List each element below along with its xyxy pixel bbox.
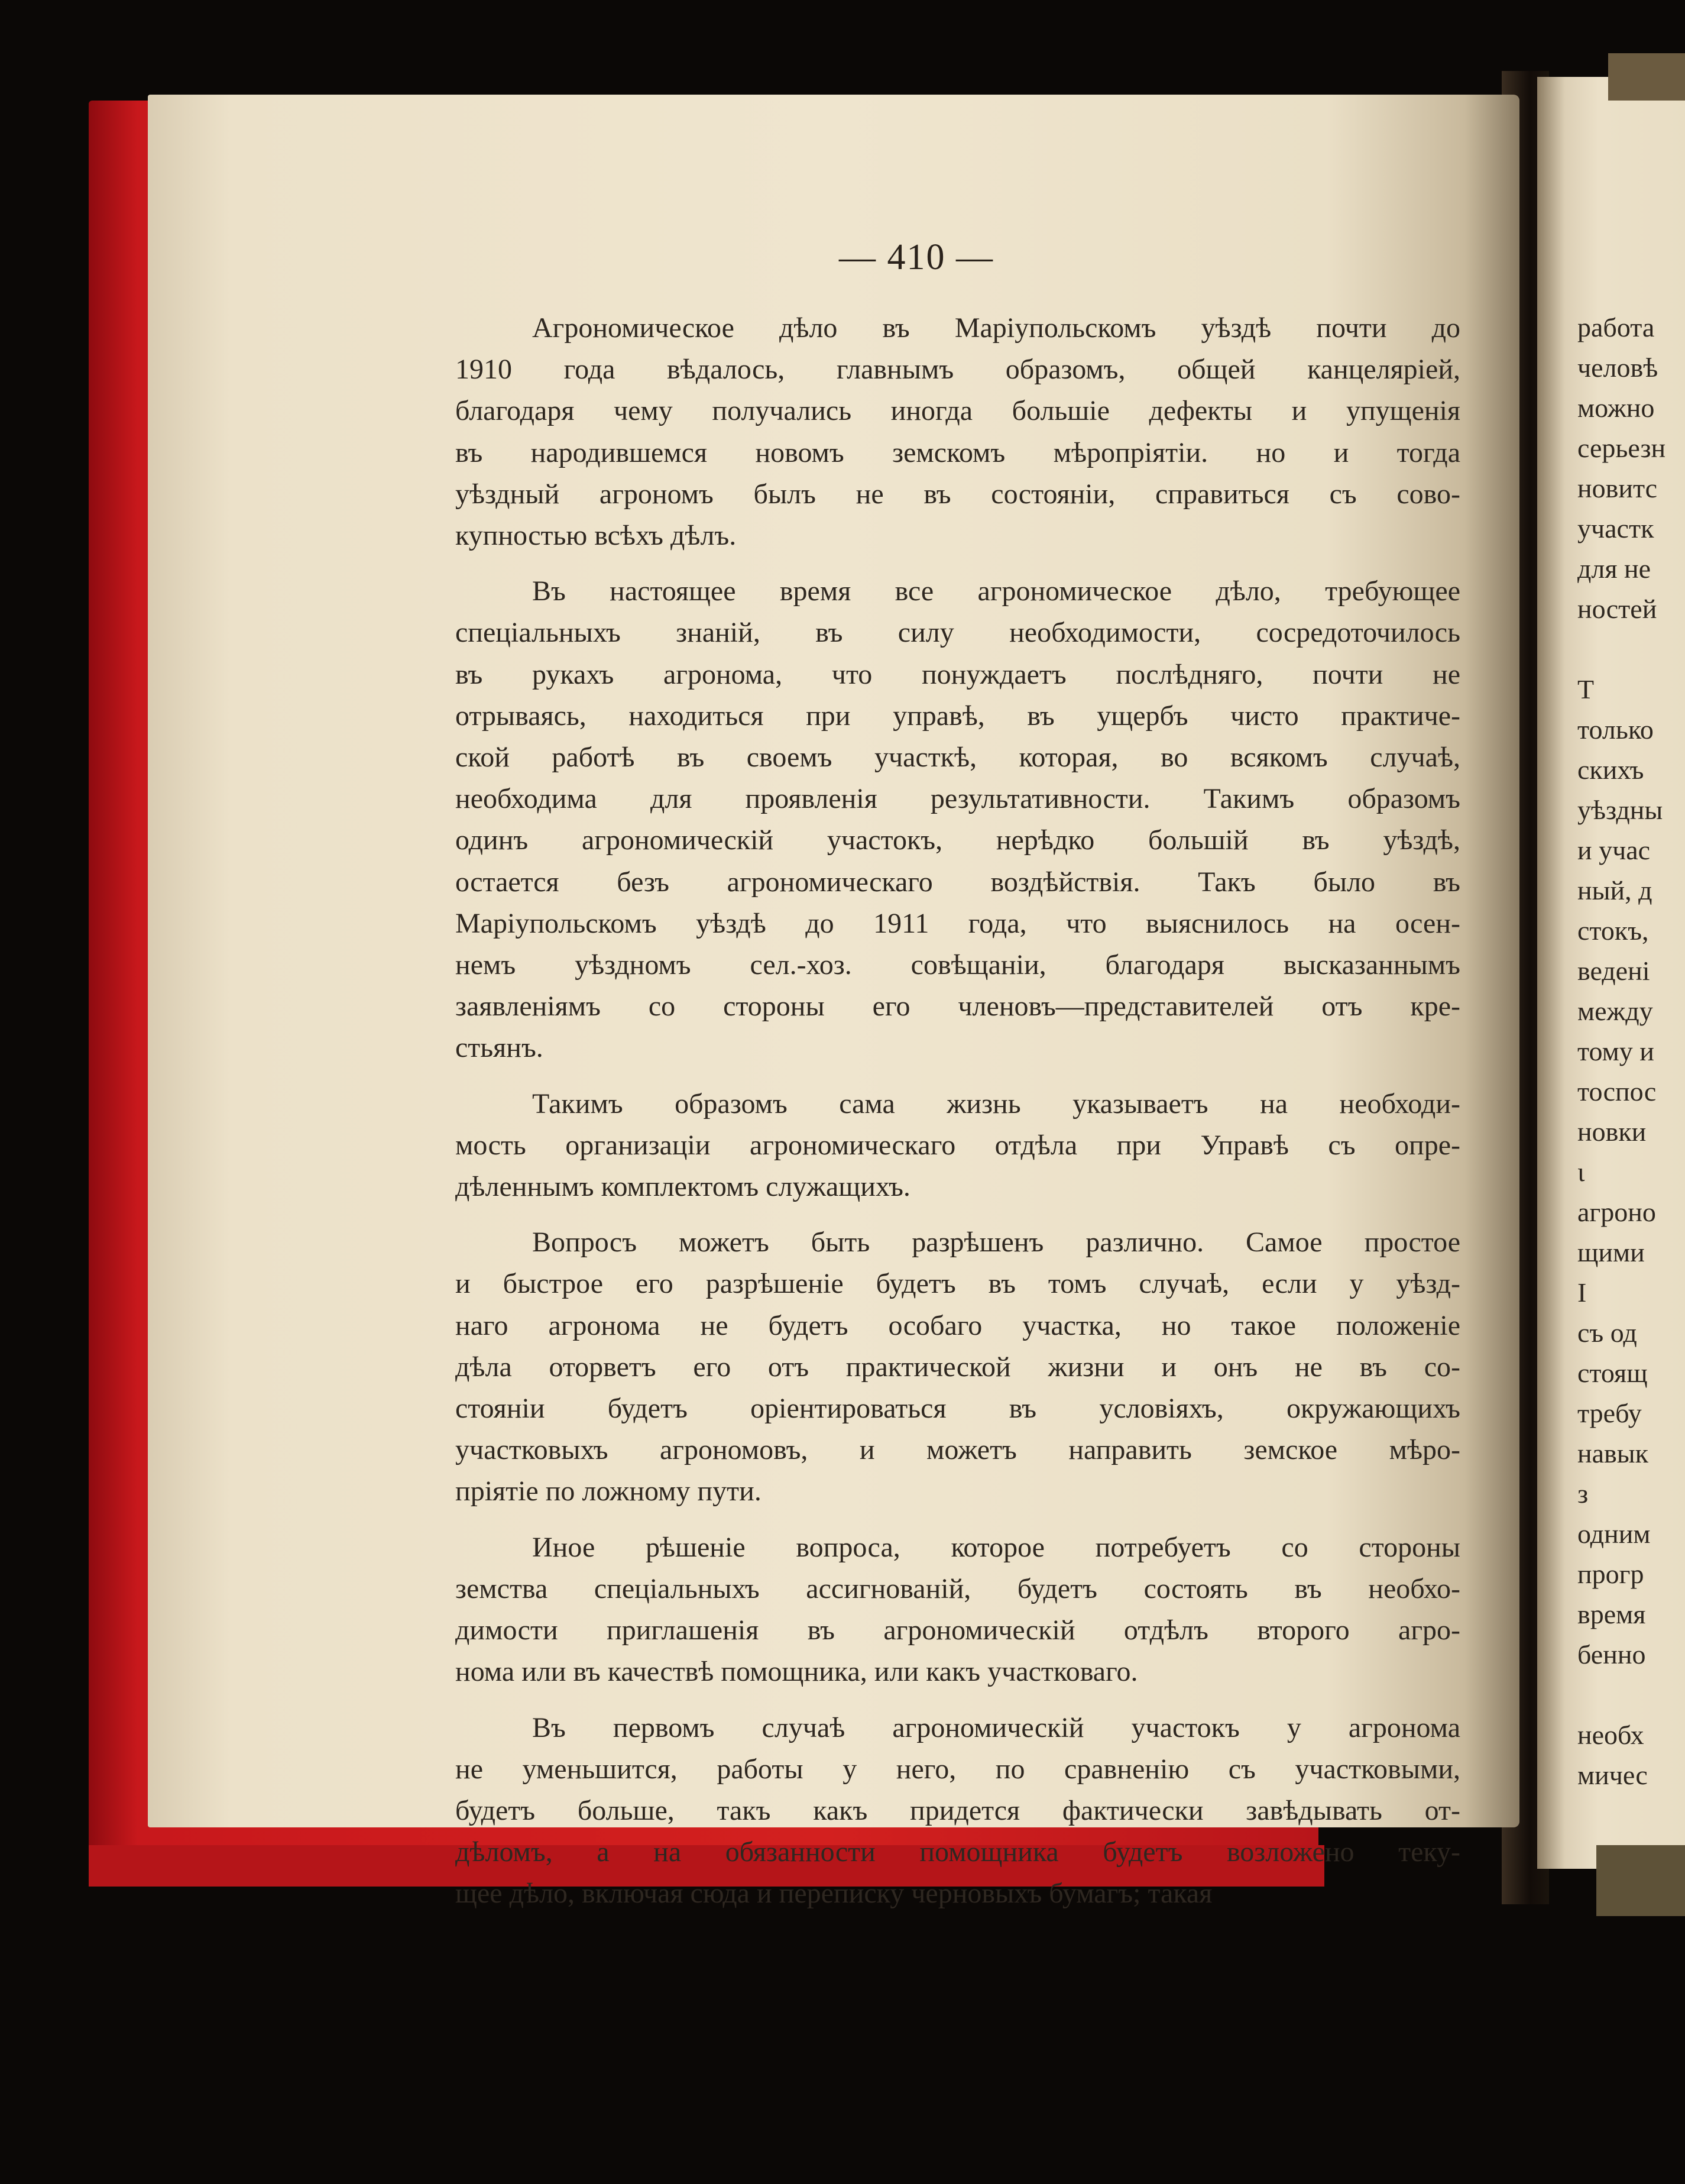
paragraph — [455, 1083, 1460, 1208]
right-page-line: прогр — [1577, 1559, 1644, 1589]
page-number: — 410 — — [839, 237, 994, 277]
right-page-line: и учас — [1577, 835, 1651, 865]
right-page-line: агроно — [1577, 1197, 1656, 1227]
right-page-line: стокъ, — [1577, 915, 1649, 946]
right-page-line: навык — [1577, 1438, 1649, 1468]
right-page-line: новки — [1577, 1117, 1647, 1147]
right-page-line: тоспос — [1577, 1076, 1657, 1106]
paragraph — [455, 571, 1460, 1069]
right-page-line: мичес — [1577, 1760, 1648, 1790]
right-page-line: стоящ — [1577, 1358, 1648, 1388]
right-page-line: веденi — [1577, 956, 1650, 986]
text-line: земства спеціальныхъ ассигнованій, будетъ состоять въ необхо- — [455, 1573, 1460, 1604]
text-line: димости приглашенія въ агрономическій отдѣлъ второго агро- — [455, 1614, 1460, 1646]
text-line: не уменьшится, работы у него, по сравненію съ участковыми, — [455, 1753, 1460, 1785]
right-page-line: бенно — [1577, 1639, 1646, 1669]
right-page-line: необх — [1577, 1720, 1644, 1750]
right-page-line: между — [1577, 996, 1653, 1026]
right-page-line: можно — [1577, 393, 1655, 423]
text-line: заявленіямъ со стороны его членовъ—представителей отъ кре- — [455, 991, 1460, 1023]
right-page-line: щими — [1577, 1237, 1645, 1267]
right-page-line: скихъ — [1577, 755, 1644, 785]
right-page-line: только — [1577, 714, 1654, 745]
right-page-line — [1577, 629, 1685, 669]
right-page-line: серьезн — [1577, 433, 1666, 463]
right-page-line: время — [1577, 1599, 1646, 1629]
text-line: щее дѣло, включая сюда и переписку черновыхъ бумагъ; такая — [455, 1878, 1213, 1910]
right-page-line: для не — [1577, 554, 1651, 584]
spine-cloth-bottom — [1596, 1845, 1685, 1916]
right-page-line: новитс — [1577, 473, 1658, 503]
text-line: и быстрое его разрѣшеніе будетъ въ томъ случаѣ, если у уѣзд- — [455, 1268, 1460, 1300]
right-page-line: съ од — [1577, 1318, 1637, 1348]
text-line: Иное рѣшеніе вопроса, которое потребуетъ со стороны — [532, 1531, 1460, 1563]
right-page-line: ι — [1577, 1157, 1585, 1187]
paragraph — [455, 1707, 1460, 1915]
right-page-line: I — [1577, 1277, 1587, 1308]
text-line: уѣздный агрономъ былъ не въ состояніи, справиться съ сово- — [455, 478, 1460, 510]
text-line: дѣломъ, а на обязанности помощника будетъ возложено теку- — [455, 1836, 1460, 1868]
text-line: одинъ агрономическій участокъ, нерѣдко большій въ уѣздѣ, — [455, 824, 1460, 856]
text-line: 1910 года вѣдалось, главнымъ образомъ, общей канцеляріей, — [455, 354, 1460, 386]
text-line: наго агронома не будетъ особаго участка, но такое положеніе — [455, 1309, 1460, 1341]
text-line: въ рукахъ агронома, что понуждаетъ послѣдняго, почти не — [455, 658, 1460, 690]
text-line: стояніи будетъ оріентироваться въ условіяхъ, окружающихъ — [455, 1393, 1460, 1425]
text-line: участковыхъ агрономовъ, и можетъ направить земское мѣро- — [455, 1434, 1460, 1466]
text-line: Такимъ образомъ сама жизнь указываетъ на необходи- — [532, 1088, 1460, 1119]
text-line: ской работѣ въ своемъ участкѣ, которая, во всякомъ случаѣ, — [455, 742, 1460, 774]
paragraph — [455, 1527, 1460, 1693]
right-page-line: работа — [1577, 312, 1655, 342]
right-page-line: человѣ — [1577, 352, 1658, 383]
text-line: стьянъ. — [455, 1032, 543, 1064]
text-line: Въ настоящее время все агрономическое дѣло, требующее — [532, 575, 1460, 607]
right-page-line: ный, д — [1577, 875, 1652, 905]
spine-cloth-top — [1608, 53, 1685, 101]
text-line: Маріупольскомъ уѣздѣ до 1911 года, что выяснилось на осен- — [455, 907, 1460, 939]
text-line: дѣла оторветъ его отъ практической жизни и онъ не въ со- — [455, 1351, 1460, 1383]
body-text — [455, 308, 1460, 1929]
right-page-line — [1577, 1675, 1685, 1715]
right-page-line: участк — [1577, 513, 1654, 543]
text-line: необходима для проявленія результативности. Такимъ образомъ — [455, 783, 1460, 815]
text-line: отрываясь, находиться при управѣ, въ ущербъ чисто практиче- — [455, 700, 1460, 732]
text-line: дѣленнымъ комплектомъ служащихъ. — [455, 1171, 910, 1203]
right-page-line: Т — [1577, 674, 1595, 704]
text-line: будетъ больше, такъ какъ придется фактически завѣдывать от- — [455, 1794, 1460, 1826]
right-page-line: тому и — [1577, 1036, 1654, 1066]
text-line: остается безъ агрономическаго воздѣйствія. Такъ было въ — [455, 866, 1460, 898]
text-line: Вопросъ можетъ быть разрѣшенъ различно. Самое простое — [532, 1227, 1460, 1258]
text-line: купностью всѣхъ дѣлъ. — [455, 520, 737, 552]
text-line: Въ первомъ случаѣ агрономическій участокъ у агронома — [532, 1711, 1460, 1743]
right-page-text — [1577, 308, 1685, 1795]
text-line: пріятіе по ложному пути. — [455, 1476, 762, 1507]
text-line: въ народившемся новомъ земскомъ мѣропріятіи. но и тогда — [455, 436, 1460, 468]
right-page-line: уѣздны — [1577, 795, 1663, 825]
right-page-line: з — [1577, 1478, 1589, 1509]
paragraph — [455, 308, 1460, 556]
paragraph — [455, 1222, 1460, 1512]
text-line: нома или въ качествѣ помощника, или какъ участковаго. — [455, 1656, 1138, 1688]
text-line: Агрономическое дѣло въ Маріупольскомъ уѣздѣ почти до — [532, 312, 1460, 344]
right-page-line: требу — [1577, 1398, 1642, 1428]
text-line: мость организаціи агрономическаго отдѣла при Управѣ съ опре- — [455, 1129, 1460, 1161]
right-page-line: ностей — [1577, 594, 1657, 624]
text-line: немъ уѣздномъ сел.-хоз. совѣщаніи, благодаря высказаннымъ — [455, 949, 1460, 981]
right-page-line: одним — [1577, 1519, 1651, 1549]
text-line: благодаря чему получались иногда большіе дефекты и упущенія — [455, 395, 1460, 427]
text-line: спеціальныхъ знаній, въ силу необходимости, сосредоточилось — [455, 617, 1460, 649]
